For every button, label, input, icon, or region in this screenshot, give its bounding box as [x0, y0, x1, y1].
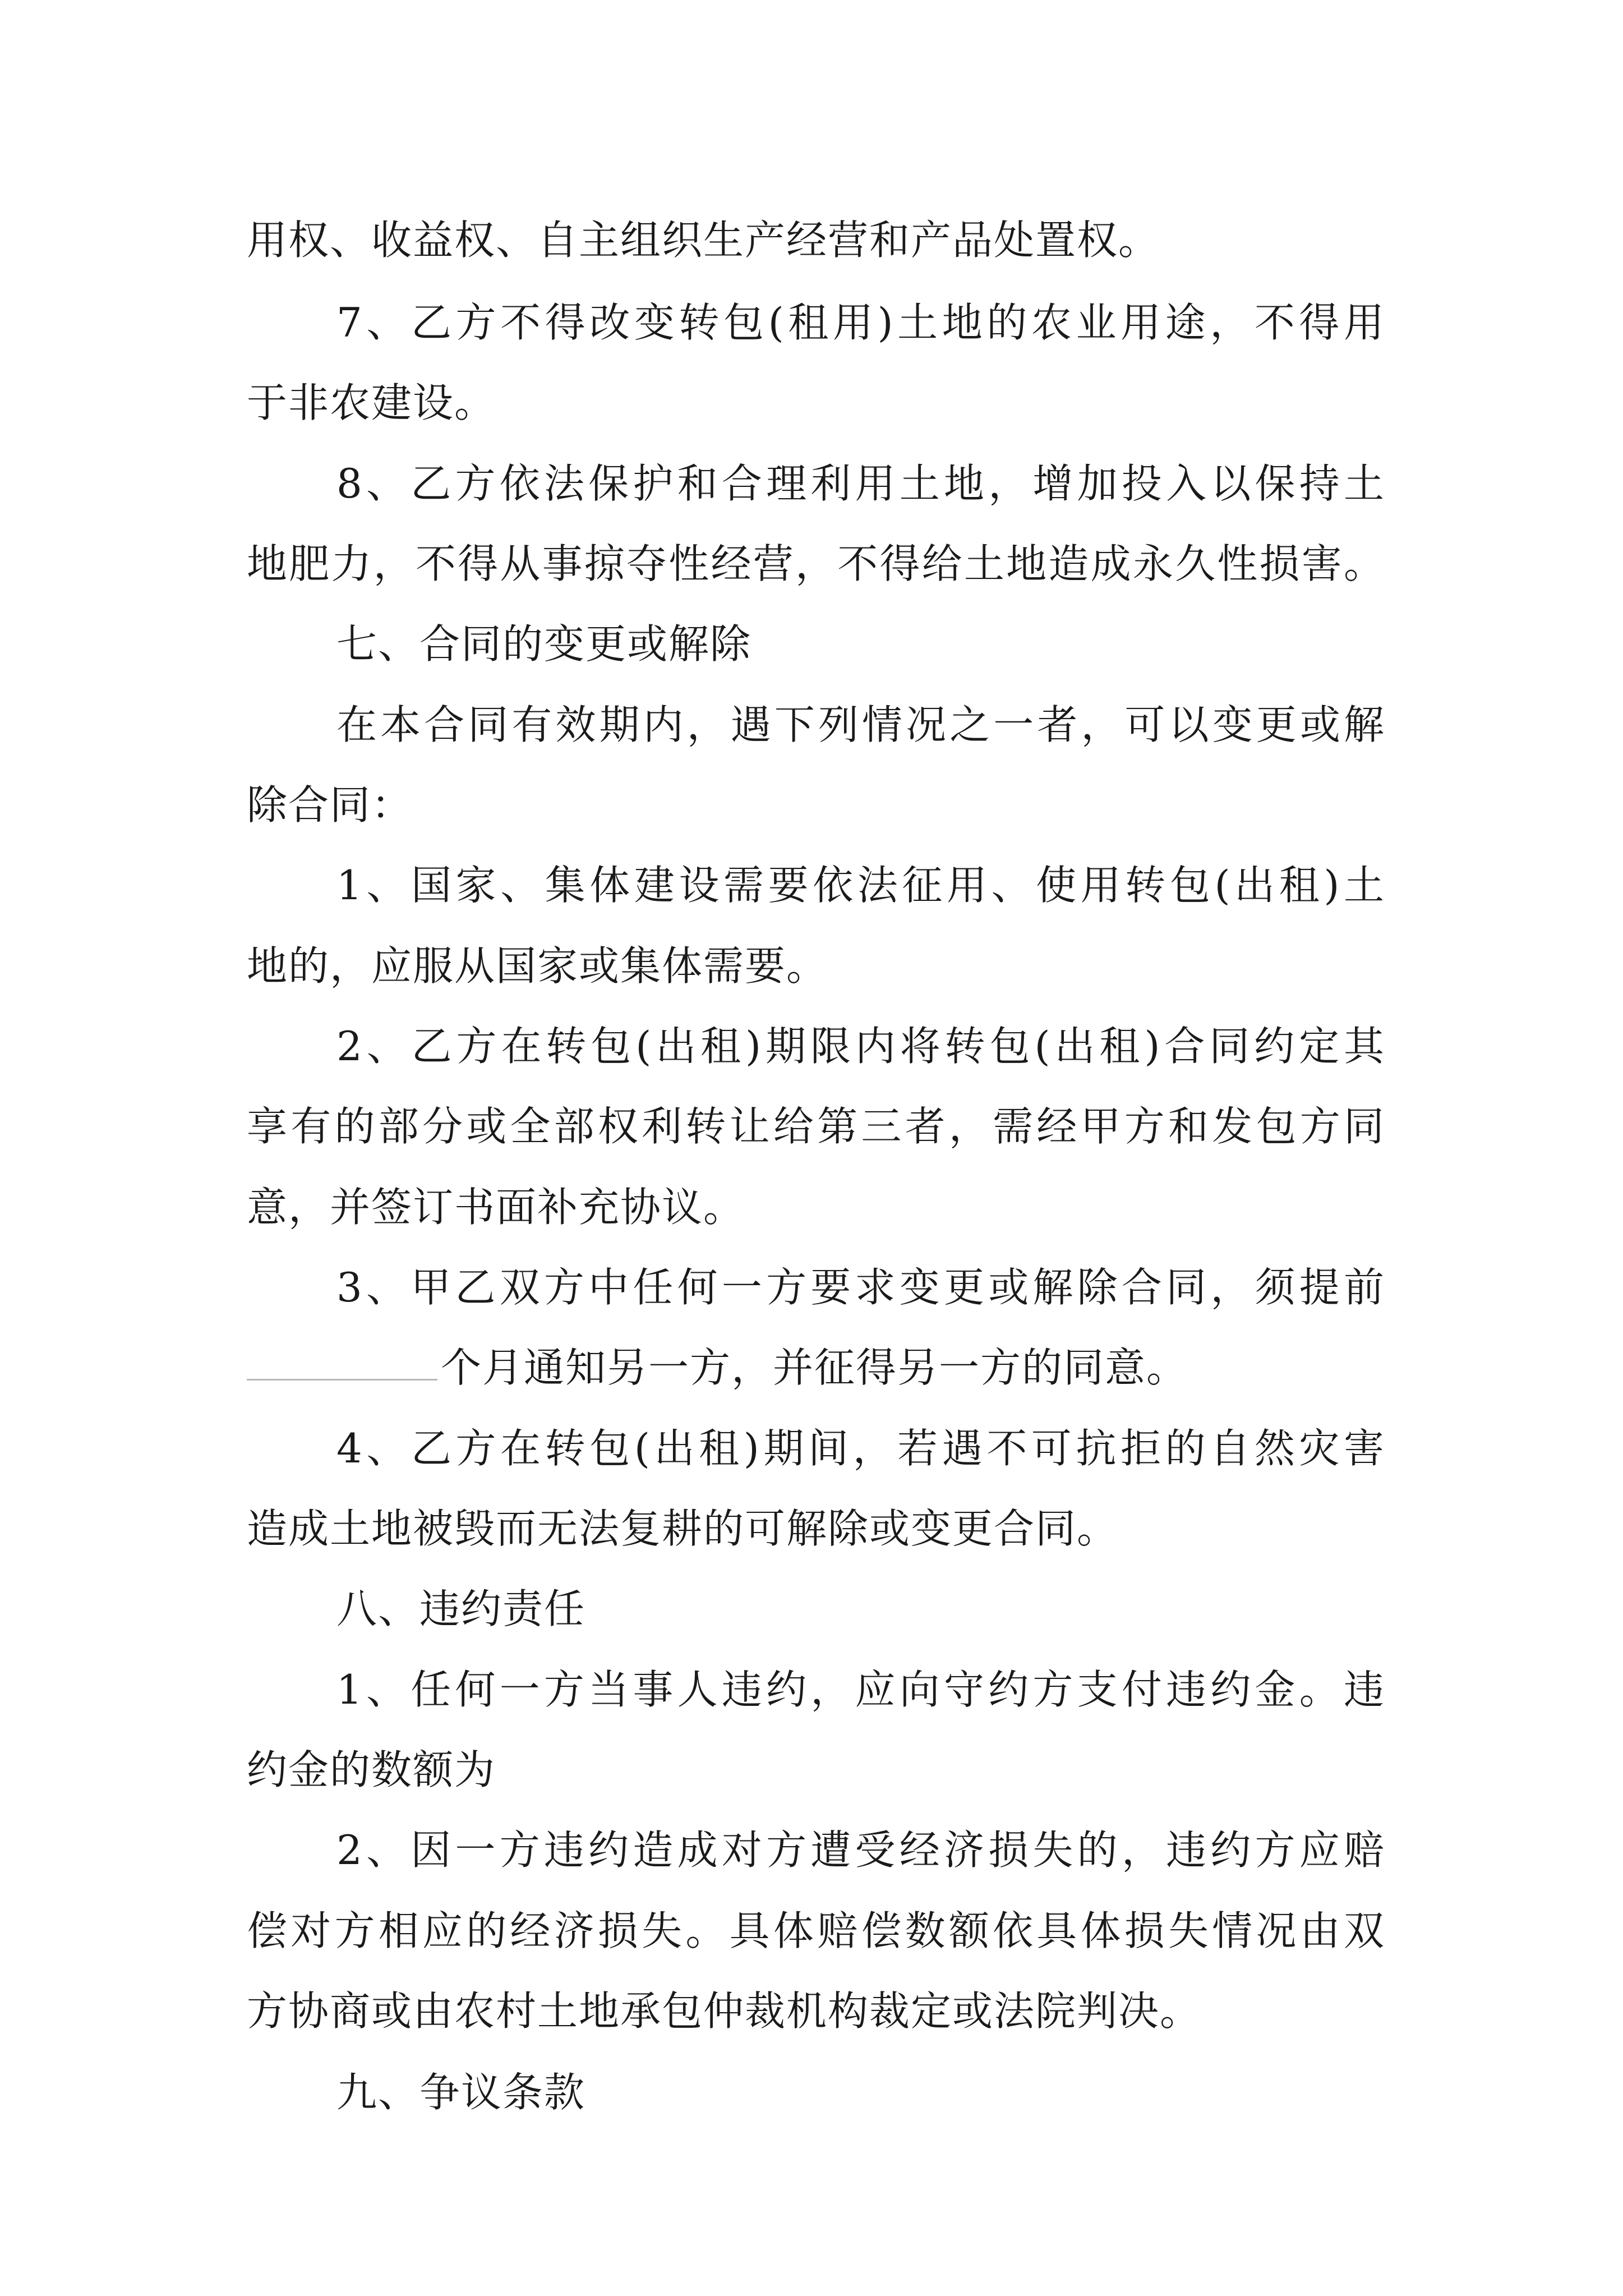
section-8-item-2-line-3: 方协商或由农村土地承包仲裁机构裁定或法院判决。 — [247, 1987, 1202, 2035]
section-7-item-2-line-1: 2、乙方在转包(出租)期限内将转包(出租)合同约定其 — [336, 1023, 1385, 1070]
clause-8-line-1: 8、乙方依法保护和合理利用土地，增加投入以保持土 — [336, 460, 1385, 507]
section-7-item-1-line-2: 地的，应服从国家或集体需要。 — [247, 942, 828, 990]
section-7-item-3-line-2 — [247, 1340, 1385, 1396]
clause-7-line-1: 7、乙方不得改变转包(租用)土地的农业用途，不得用 — [336, 299, 1385, 346]
section-7-item-2-line-2: 享有的部分或全部权利转让给第三者，需经甲方和发包方同 — [247, 1103, 1385, 1150]
section-7-item-4-line-1: 4、乙方在转包(出租)期间，若遇不可抗拒的自然灾害 — [336, 1425, 1385, 1472]
section-9-heading: 九、争议条款 — [336, 2069, 586, 2116]
clause-7-line-2: 于非农建设。 — [247, 379, 496, 426]
section-7-item-4-line-2: 造成土地被毁而无法复耕的可解除或变更合同。 — [247, 1505, 1119, 1552]
section-8-item-2-line-1: 2、因一方违约造成对方遭受经济损失的，违约方应赔 — [336, 1826, 1385, 1874]
fill-in-blank — [247, 1340, 437, 1381]
section-8-item-2-line-2: 偿对方相应的经济损失。具体赔偿数额依具体损失情况由双 — [247, 1907, 1385, 1954]
section-7-item-3-line-1: 3、甲乙双方中任何一方要求变更或解除合同，须提前 — [336, 1264, 1385, 1311]
text-line-1: 用权、收益权、自主组织生产经营和产品处置权。 — [247, 217, 1160, 264]
section-7-intro-line-2: 除合同： — [247, 781, 413, 829]
section-8-heading: 八、违约责任 — [336, 1585, 586, 1632]
section-7-item-1-line-1: 1、国家、集体建设需要依法征用、使用转包(出租)土 — [336, 862, 1385, 909]
section-7-item-2-line-3: 意，并签订书面补充协议。 — [247, 1184, 745, 1231]
section-7-heading: 七、合同的变更或解除 — [336, 620, 752, 668]
section-7-item-3-line-2-text: 个月通知另一方，并征得另一方的同意。 — [441, 1344, 1188, 1391]
clause-8-line-2: 地肥力，不得从事掠夺性经营，不得给土地造成永久性损害。 — [247, 540, 1385, 587]
section-7-intro-line-1: 在本合同有效期内，遇下列情况之一者，可以变更或解 — [336, 701, 1385, 748]
section-8-item-1-line-1: 1、任何一方当事人违约，应向守约方支付违约金。违 — [336, 1666, 1385, 1713]
section-8-item-1-line-2: 约金的数额为 — [247, 1746, 496, 1793]
